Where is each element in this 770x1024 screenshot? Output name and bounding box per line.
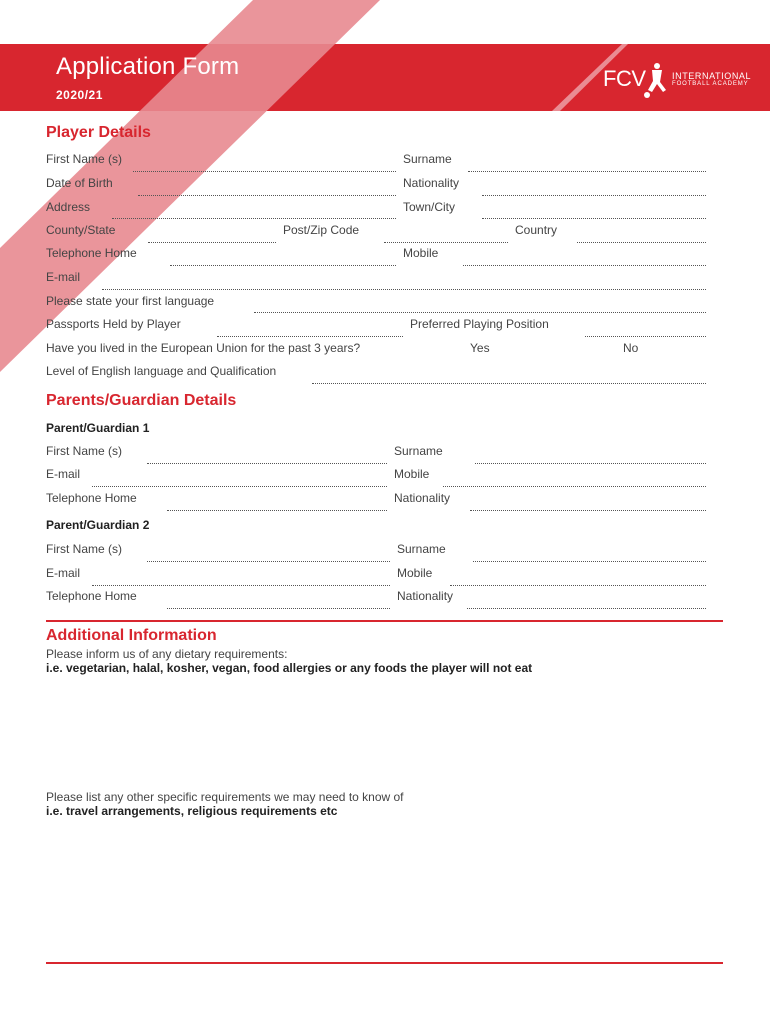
logo-line-international: INTERNATIONAL bbox=[672, 71, 752, 81]
player-town-label: Town/City bbox=[403, 200, 456, 214]
parent1-email-label: E-mail bbox=[46, 467, 81, 481]
logo-line-academy: FOOTBALL ACADEMY bbox=[672, 81, 749, 87]
logo-text: FCV bbox=[603, 66, 646, 91]
player-dob-label: Date of Birth bbox=[46, 176, 113, 190]
player-passports-field[interactable] bbox=[217, 336, 403, 337]
player-dob-field[interactable] bbox=[138, 195, 396, 196]
player-nationality-label: Nationality bbox=[403, 176, 460, 190]
form-title: Application Form bbox=[56, 53, 240, 80]
player-email-label: E-mail bbox=[46, 270, 81, 284]
other-requirements-area[interactable] bbox=[46, 822, 723, 952]
player-position-field[interactable] bbox=[585, 336, 706, 337]
parents-details-heading: Parents/Guardian Details bbox=[46, 392, 237, 409]
player-country-label: Country bbox=[515, 223, 558, 237]
section-divider-bottom bbox=[46, 962, 723, 964]
player-county-field[interactable] bbox=[148, 242, 276, 243]
parent2-mobile-label: Mobile bbox=[397, 566, 433, 580]
player-language-field[interactable] bbox=[254, 312, 706, 313]
player-postcode-label: Post/Zip Code bbox=[283, 223, 360, 237]
player-tel-home-field[interactable] bbox=[170, 265, 396, 266]
footballer-kicking-ball-icon bbox=[640, 62, 670, 102]
player-position-label: Preferred Playing Position bbox=[410, 317, 549, 331]
player-mobile-field[interactable] bbox=[463, 265, 706, 266]
player-address-field[interactable] bbox=[112, 218, 396, 219]
player-email-field[interactable] bbox=[102, 289, 706, 290]
other-requirements-hint: i.e. travel arrangements, religious requirements etc bbox=[46, 804, 338, 818]
parent1-tel-home-label: Telephone Home bbox=[46, 491, 137, 505]
season-label: 2020/21 bbox=[56, 88, 103, 102]
player-details-heading: Player Details bbox=[46, 124, 151, 141]
player-language-label: Please state your first language bbox=[46, 294, 215, 308]
parent2-first-name-label: First Name (s) bbox=[46, 542, 122, 556]
player-town-field[interactable] bbox=[482, 218, 706, 219]
parent2-first-name-field[interactable] bbox=[147, 561, 390, 562]
player-tel-home-label: Telephone Home bbox=[46, 246, 137, 260]
player-first-name-label: First Name (s) bbox=[46, 152, 122, 166]
additional-info-heading: Additional Information bbox=[46, 627, 217, 644]
parent1-first-name-label: First Name (s) bbox=[46, 444, 122, 458]
parent1-mobile-field[interactable] bbox=[443, 486, 706, 487]
parent2-tel-home-field[interactable] bbox=[167, 608, 390, 609]
section-divider-top bbox=[46, 620, 723, 622]
other-requirements-prompt: Please list any other specific requirements we may need to know of bbox=[46, 790, 404, 804]
player-county-label: County/State bbox=[46, 223, 116, 237]
parent2-mobile-field[interactable] bbox=[450, 585, 706, 586]
parent1-mobile-label: Mobile bbox=[394, 467, 430, 481]
parent1-email-field[interactable] bbox=[92, 486, 387, 487]
dietary-hint: i.e. vegetarian, halal, kosher, vegan, food allergies or any foods the player will not eat bbox=[46, 661, 533, 675]
parent1-nationality-label: Nationality bbox=[394, 491, 451, 505]
player-mobile-label: Mobile bbox=[403, 246, 439, 260]
player-english-level-label: Level of English language and Qualification bbox=[46, 364, 277, 378]
player-address-label: Address bbox=[46, 200, 91, 214]
parent1-surname-label: Surname bbox=[394, 444, 443, 458]
eu-no-option[interactable]: No bbox=[623, 341, 639, 355]
parent2-email-field[interactable] bbox=[92, 585, 390, 586]
player-eu-question: Have you lived in the European Union for the past 3 years? bbox=[46, 341, 361, 355]
dietary-requirements-area[interactable] bbox=[46, 680, 723, 780]
parent1-nationality-field[interactable] bbox=[470, 510, 706, 511]
parent2-heading: Parent/Guardian 2 bbox=[46, 518, 150, 532]
parent2-email-label: E-mail bbox=[46, 566, 81, 580]
parent2-surname-field[interactable] bbox=[473, 561, 706, 562]
player-postcode-field[interactable] bbox=[384, 242, 508, 243]
parent2-tel-home-label: Telephone Home bbox=[46, 589, 137, 603]
player-first-name-field[interactable] bbox=[133, 171, 396, 172]
player-english-level-field[interactable] bbox=[312, 383, 706, 384]
parent2-nationality-label: Nationality bbox=[397, 589, 454, 603]
player-country-field[interactable] bbox=[577, 242, 706, 243]
eu-yes-option[interactable]: Yes bbox=[470, 341, 490, 355]
player-passports-label: Passports Held by Player bbox=[46, 317, 181, 331]
player-surname-label: Surname bbox=[403, 152, 452, 166]
player-nationality-field[interactable] bbox=[482, 195, 706, 196]
parent1-surname-field[interactable] bbox=[475, 463, 706, 464]
parent2-nationality-field[interactable] bbox=[467, 608, 706, 609]
parent1-tel-home-field[interactable] bbox=[167, 510, 387, 511]
parent2-surname-label: Surname bbox=[397, 542, 446, 556]
dietary-prompt: Please inform us of any dietary requirements: bbox=[46, 647, 288, 661]
player-surname-field[interactable] bbox=[468, 171, 706, 172]
parent1-first-name-field[interactable] bbox=[147, 463, 387, 464]
parent1-heading: Parent/Guardian 1 bbox=[46, 421, 150, 435]
